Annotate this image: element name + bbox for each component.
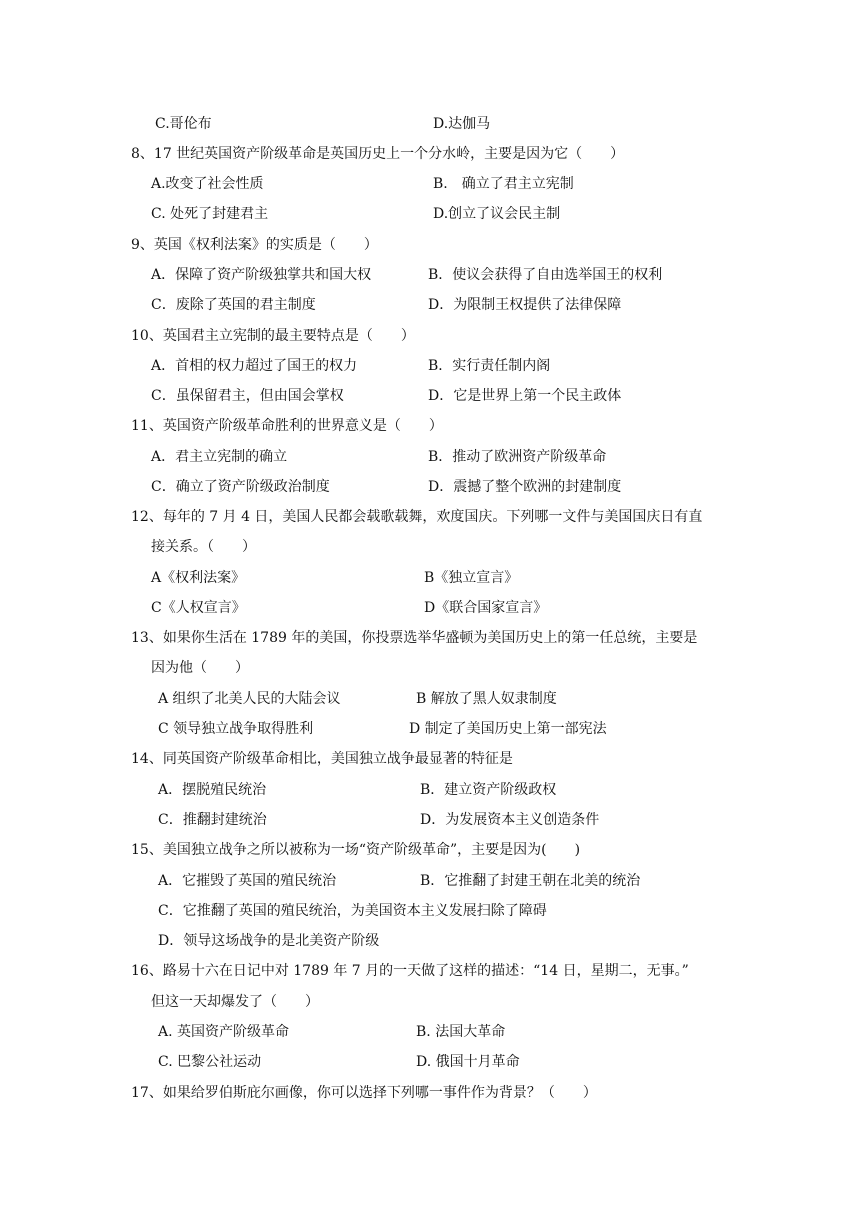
text-line: 因为他（ ） — [151, 660, 249, 676]
text-line: 15、美国独立战争之所以被称为一场“资产阶级革命”，主要是因为( ) — [131, 842, 581, 858]
text-line: C．它推翻了英国的殖民统治，为美国资本主义发展扫除了障碍 — [158, 903, 547, 919]
text-line: D. 俄国十月革命 — [416, 1054, 520, 1070]
text-line: 12、每年的 7 月 4 日，美国人民都会载歌载舞，欢度国庆。下列哪一文件与美国国庆日有直 — [131, 509, 703, 525]
text-line: B．使议会获得了自由选举国王的权利 — [428, 267, 663, 283]
text-line: 8、17 世纪英国资产阶级革命是英国历史上一个分水岭，主要是因为它（ ） — [131, 146, 625, 162]
text-line: D.达伽马 — [433, 116, 491, 132]
text-line: A．它摧毁了英国的殖民统治 — [158, 873, 337, 889]
text-line: D．震撼了整个欧洲的封建制度 — [428, 479, 622, 495]
text-line: C．确立了资产阶级政治制度 — [151, 479, 330, 495]
text-line: A．首相的权力超过了国王的权力 — [151, 358, 358, 374]
text-line: 14、同英国资产阶级革命相比，美国独立战争最显著的特征是 — [131, 751, 513, 767]
text-line: A．君主立宪制的确立 — [151, 449, 288, 465]
text-line: B．它推翻了封建王朝在北美的统治 — [420, 873, 641, 889]
text-line: 17、如果给罗伯斯庇尔画像，你可以选择下列哪一事件作为背景？（ ） — [131, 1085, 597, 1101]
text-line: A. 英国资产阶级革命 — [158, 1024, 290, 1040]
text-line: B. 法国大革命 — [416, 1024, 506, 1040]
text-line: B 解放了黑人奴隶制度 — [416, 691, 557, 707]
text-line: C. 处死了封建君主 — [151, 206, 269, 222]
text-line: B《独立宣言》 — [424, 570, 519, 586]
text-line: A．摆脱殖民统治 — [158, 782, 267, 798]
text-line: 10、英国君主立宪制的最主要特点是（ ） — [131, 328, 415, 344]
text-line: D《联合国家宣言》 — [424, 600, 548, 616]
text-line: B．实行责任制内阁 — [428, 358, 551, 374]
text-line: 9、英国《权利法案》的实质是（ ） — [131, 237, 378, 253]
text-line: 接关系。（ ） — [151, 539, 256, 555]
text-line: D．为发展资本主义创造条件 — [420, 812, 600, 828]
text-line: A．保障了资产阶级独掌共和国大权 — [151, 267, 372, 283]
text-line: C．推翻封建统治 — [158, 812, 267, 828]
text-line: B．推动了欧洲资产阶级革命 — [428, 449, 607, 465]
text-line: C《人权宣言》 — [151, 600, 246, 616]
text-line: C．虽保留君主，但由国会掌权 — [151, 388, 344, 404]
text-line: B．建立资产阶级政权 — [420, 782, 557, 798]
text-line: A 组织了北美人民的大陆会议 — [158, 691, 341, 707]
text-line: C 领导独立战争取得胜利 — [158, 721, 314, 737]
text-line: 13、如果你生活在 1789 年的美国，你投票选举华盛顿为美国历史上的第一任总统，主要是 — [131, 630, 698, 646]
text-line: A.改变了社会性质 — [151, 176, 264, 192]
text-line: D．它是世界上第一个民主政体 — [428, 388, 622, 404]
text-line: 11、英国资产阶级革命胜利的世界意义是（ ） — [131, 418, 443, 434]
text-line: C．废除了英国的君主制度 — [151, 297, 316, 313]
text-line: D 制定了美国历史上第一部宪法 — [409, 721, 607, 737]
text-line: C.哥伦布 — [155, 116, 212, 132]
text-line: A《权利法案》 — [151, 570, 246, 586]
text-line: D．为限制王权提供了法律保障 — [428, 297, 622, 313]
text-line: C. 巴黎公社运动 — [158, 1054, 262, 1070]
text-line: D．领导这场战争的是北美资产阶级 — [158, 933, 380, 949]
text-line: D.创立了议会民主制 — [433, 206, 561, 222]
text-line: 但这一天却爆发了（ ） — [151, 994, 319, 1010]
text-line: 16、路易十六在日记中对 1789 年 7 月的一天做了这样的描述：“14 日，星期二，无事。” — [131, 963, 689, 979]
text-line: B. 确立了君主立宪制 — [433, 176, 574, 192]
